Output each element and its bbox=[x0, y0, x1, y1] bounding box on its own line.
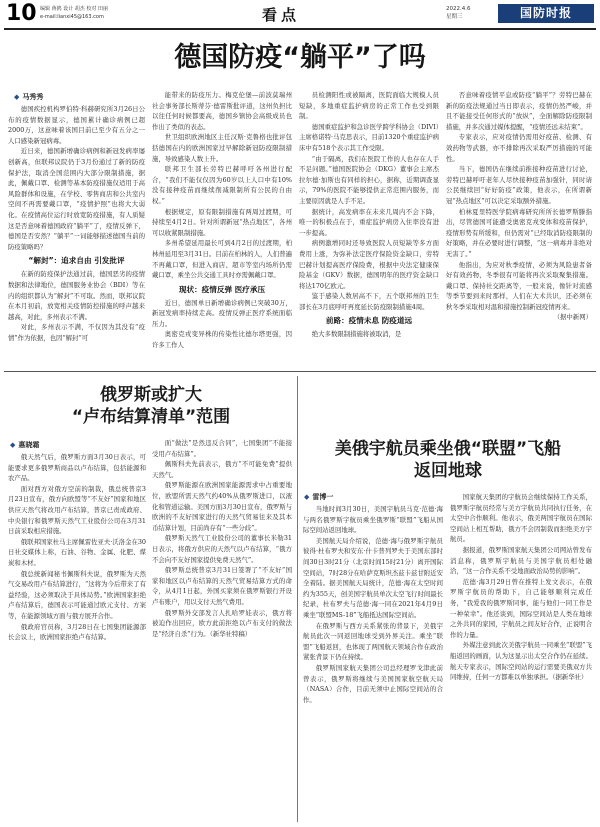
paragraph: 美国航天局介绍说，范德·海与俄罗斯宇航员彼得·杜布罗夫和安东·什卡普列罗夫于美国东部时间30日3时21分（北京时间15时21分）离开国际空间站，7时28分在哈萨克斯坦杰兹卡兹甘附近安全着陆。据美国航天局统计，范德·海在太空时间约为355天，创美国宇航员单次太空飞行时间最长纪录，杜布罗夫与范德·海一同在2021年4月9日乘坐“联盟MS-18”飞船抵达国际空间站。 bbox=[303, 536, 443, 619]
paragraph: 俄天然气后，俄罗斯方面3月30日表示，可能要求更多俄罗斯商品以卢布结算，包括能源和农产品。 bbox=[8, 453, 146, 483]
page-number: 10 bbox=[6, 1, 37, 26]
masthead-rule bbox=[4, 28, 596, 30]
paragraph: 病例激增同时还导致医院人员短缺等多方面费用上涨，为弥补法定医疗保险资金缺口，劳特巴赫计划提高医疗保险费，根据中央法定健康保险基金（GKV）数据，德国明年的医疗资金缺口将达170亿欧元。 bbox=[299, 239, 439, 290]
date-line: 2022.4.6 bbox=[446, 6, 471, 12]
article3-column-1 bbox=[303, 504, 443, 822]
paragraph: 俄罗斯天然气工业股份公司的董事长米勒31日表示，将俄方供应的天然气以卢布结算，“俄方不会向不友好国家提供免费天然气”。 bbox=[152, 534, 292, 564]
article1-subhead-2: 现状：疫情反弹 医疗承压 bbox=[178, 284, 266, 294]
article2-headline-line2: “卢布结算清单”范围 bbox=[71, 407, 231, 427]
paragraph: 奥密克戎变异株的传染性比德尔塔更强，因许多工作人 bbox=[152, 330, 292, 350]
article1-byline bbox=[14, 92, 43, 102]
paragraph: 在新的防疫保护法通过前，德国恶劣的疫情数据和法律地位，德国服务业协会（BDI）等在内的组织都认为“解封”不可取。然而，联邦议院在本月初前，放宽相关疫情防控措施的呼声越来越高，对此，多州表示不满。 bbox=[8, 270, 145, 321]
contact-email: e-mail:lianxi45@163.com bbox=[40, 14, 104, 20]
paragraph: 德国重症监护和急诊医学跨学科协会（DIVI）主席格诺特·马克思表示，目前1320个重症监护病床中有518个表示其工作受限。 bbox=[299, 122, 439, 152]
staff-credits bbox=[40, 5, 108, 21]
paragraph: 在俄罗斯与西方关系紧张的背景下，美俄宇航员此次一同返回地球受到外界关注。乘坐“联盟”飞船返回，也体现了两国航天领域合作在政治紧张背景下仍在持续。 bbox=[303, 621, 443, 662]
paragraph: 联邦卫生部长劳特巴赫呼吁各州进行配合，“我们不能仅仅因为60岁以上人口中有10%没有接种疫苗而继续削减限制所有公民的自由权。” bbox=[152, 165, 292, 205]
article2-column-2 bbox=[152, 438, 292, 822]
article1-subhead-1: “解封”：追求自由 引发批评 bbox=[28, 256, 125, 266]
paragraph: 他指出，为应对秋季疫情，必须为风险患者备好有效药物，冬季很有可能将再次采取聚集措施。戴口罩、保持社交距离等，一般来说，像针对流感等季节要到来时那样，人们在大术共识，还必须在秋冬季采取相对温和措施控制新冠疫情再来。 bbox=[446, 260, 592, 311]
article3-headline-line1: 美俄宇航员乘坐俄“联盟”飞船 bbox=[334, 439, 562, 459]
diamond-icon: ◆ bbox=[304, 493, 310, 501]
paragraph: 俄罗斯外交部发言人扎哈罗娃表示，俄方将被迫作出回应，欧方此前拒绝以卢布支付的做法是“经济自杀”行为。（新华社特稿） bbox=[152, 608, 292, 638]
article2-headline bbox=[8, 384, 294, 428]
article1-headline: 德国防疫“躺平”了吗 bbox=[174, 42, 426, 73]
paragraph: 根据规定，原有限制措施有两周过渡期，可持续至4月2日。针对所谓新冠“热点地区”，各州可以收紧限制措施。 bbox=[152, 207, 292, 237]
paragraph: 德国疾控机构罗伯特·科赫研究所3月26日公布的疫情数据显示，德国累计确诊病例已超2000万，这意味着该国目前已至少有五分之一人口感染新冠病毒。 bbox=[8, 105, 145, 145]
article2-headline-line1: 俄罗斯或扩大 bbox=[100, 385, 202, 405]
paragraph: 面对西方对俄方空前的制裁，俄总统普京3月23日宣布，俄方向欧盟等“不友好”国家和地区供应天然气将改用卢布结算，普京已责成政府、中央银行和俄罗斯天然气工业股份公司在3月31日前采取相应措施。 bbox=[8, 484, 146, 536]
masthead bbox=[0, 0, 600, 28]
paragraph: 面“做法”是然违反合同”，七国集团“不能接受用卢布结算”。 bbox=[152, 439, 292, 458]
paragraph: 专家表示，应对疫情仍需用好疫苗、检测、有效药物等武器，亦不排除再次采取严厉措施的可能性。 bbox=[446, 133, 592, 163]
paragraph: 俄罗斯国家航天集团公司总经理罗戈津此前曾表示，俄罗斯将继续与美国国家航空航天局（NASA）合作，目前无须中止国际空间站的合作。 bbox=[303, 663, 443, 704]
paragraph: 俄政府官员称，3月28日在七国集团能源部长会议上，欧洲国家拒绝卢布结算。 bbox=[8, 622, 146, 642]
paragraph: 世卫组织欧洲地区主任汉斯·克鲁格也批评包括德国在内的欧洲国家过早解除新冠防疫限制措施，导致感染人数上升。 bbox=[152, 133, 292, 163]
column-divider bbox=[297, 376, 298, 822]
article3-byline bbox=[304, 492, 333, 502]
article1-subhead-3: 前路：疫情未息 防疫道远 bbox=[325, 316, 413, 326]
article1-column-4 bbox=[446, 90, 592, 366]
section-divider bbox=[4, 371, 596, 372]
article3-headline bbox=[302, 438, 594, 482]
diamond-icon: ◆ bbox=[14, 93, 20, 101]
article2-column-1 bbox=[8, 452, 146, 822]
paragraph: 外媒注意到此次美俄宇航员一同乘坐“联盟”飞船返回的画面，认为这显示出太空合作仍在延续。航天专家表示，国际空间站的运行需要美俄双方共同维持，任何一方都难以单独承担。（据新华社） bbox=[450, 641, 592, 682]
article2-byline bbox=[10, 440, 39, 450]
article1-author: 马秀秀 bbox=[22, 93, 44, 101]
article1-column-3 bbox=[299, 90, 439, 366]
staff-line: 编辑 蒋鸥 设计 胡杰 校对 田丽 bbox=[40, 6, 108, 12]
issue-date bbox=[446, 5, 471, 21]
article1-column-2 bbox=[152, 90, 292, 366]
paragraph: 柏林夏里特医学院病毒研究所所长德罗斯滕指出，尽管德国可能遭受奥密克戎变体和疫苗保护，疫情形势有所缓和，但仍需对“已经取消防疫限制的好策略，并在必要时进行调整，“这一病毒并非绝对无害了。” bbox=[446, 207, 592, 258]
article1-column-1 bbox=[8, 104, 145, 366]
paragraph: 鉴于感染人数居高不下，五个联邦州的卫生部长在3月底呼吁再度延长防疫限制措施4周。 bbox=[299, 292, 439, 311]
paragraph: 国家航天集团的宇航员会继续保持工作关系，俄罗斯宇航员经常与美方宇航员共同执行任务，在太空中合作顺利。他表示，俄美两国宇航员在国际空间站上相互帮助，俄方不会因制裁而拒绝美方宇航员。 bbox=[450, 493, 592, 544]
paragraph: 当地时间3月30日，美国宇航员马克·范德·海与两名俄罗斯宇航员乘坐俄罗斯“联盟”飞船从国际空间站返回地球。 bbox=[303, 505, 443, 535]
article3-column-2 bbox=[450, 492, 592, 822]
paragraph: 佩斯科夫先前表示，俄方“不可能免费”提供天然气。 bbox=[152, 460, 292, 479]
paragraph: 绝大多数限制措施将被取消，是 bbox=[311, 330, 402, 339]
article3-author: 雷博一 bbox=[312, 493, 334, 501]
paragraph: 近日，德国单日新增确诊病例已突破30万，新冠发病率持续走高。疫情反弹正医疗系统面临压力。 bbox=[152, 298, 292, 328]
paragraph: “由于隔离，我们在医院工作的人也存在人手不足问题。”德国医院协会（DKG）董事会主席杰拉尔德·加斯也有同样的担心，据称，近期调查显示，79%的医院不能够提供正常范围内服务，而主要原因就是人手不足。 bbox=[299, 154, 439, 205]
paragraph: 俄总统新闻秘书佩斯科夫说，俄罗斯为天然气交易改用卢布结算进行，“这将为今后带来了有益经验，这必须取决于具体局势。”欧洲国家拒绝卢布结算后，德国表示可能通过欧元支付、方案等，在能源领域方面与俄方展开合作。 bbox=[8, 569, 146, 620]
paragraph: 据统计，高发病率在未来几周内不会下降，唯一的积极点在于，重症监护病房入住率没有进一步提高。 bbox=[299, 207, 439, 237]
article2-author: 惠晓霜 bbox=[18, 441, 40, 449]
paragraph: 多州希望延用最长可到4月2日的过渡期，柏林州延用至3月31日。目前在柏林的人，人们普遍不再戴口罩，但进入商店、超市等室内场所仍需戴口罩，乘坐公共交通工具时亦需佩戴口罩。 bbox=[152, 239, 292, 280]
paragraph: 俄罗斯能源在欧洲国家能源需求中占重要地位，欧盟所需天然气约40%从俄罗斯进口，以液化和管道运输。美国方面3月30日宣布，俄罗斯与欧洲的不友好国家进行的天然气贸易往来及其本币结算计划，目前尚存有“一些分歧”。 bbox=[152, 481, 292, 532]
article1-credit: （据中新网） bbox=[553, 313, 592, 322]
section-title: 看点 bbox=[262, 6, 301, 24]
paragraph: 能带来的防疫压力。梅克伦堡—前波莫瑞州社会事务部长斯蒂芬·德雷斯批评道，这州负担比以往任何时候都要高，德国乡镇协会高级成员也作出了类似的表态。 bbox=[152, 91, 292, 131]
paragraph: 对此，多州表示不满，不仅因为其没有“疫情”作为依据，也因“解封”可 bbox=[8, 323, 145, 342]
paragraph: 俄联邦国家杜马主席佩雷佐亚夫·沃洛金在30日社交媒体上称，石油、谷物、金属、化肥、煤炭和木材。 bbox=[8, 537, 146, 567]
paragraph: 员检测阳性或被隔离，医院面临大规模人员短缺，多地重症监护病房的正常工作也受到限制。 bbox=[299, 91, 439, 121]
weekday: 星期三 bbox=[446, 14, 463, 20]
paragraph: 当下，德国仍在继续前推接种疫苗进行讨论，劳特巴赫呼吁老年人尽快接种疫苗加强针，同时请公民继续回“好好防疫”政策，他表示，在所谓新冠“热点地区”可以决定采取额外措施。 bbox=[446, 165, 592, 205]
paragraph: 俄罗斯总统普京3月31日签署了“不友好”国家和地区以卢布结算的天然气贸易结算方式的命令，从4月1日起，外国买家须在俄罗斯银行开设卢布账户，用以支付天然气费用。 bbox=[152, 566, 292, 606]
diamond-icon: ◆ bbox=[10, 441, 16, 449]
paragraph: 范德·海3月29日曾在推特上发文表示，在俄罗斯宇航员的帮助下，自己能够顺利完成任务，“我爱我的俄罗斯同事，能与他们一同工作是一种荣幸”。他还谈到，国际空间站是人类在地球之外共同的家园，宇航员之间友好合作，正说明合作的力量。 bbox=[450, 577, 592, 639]
paragraph: 否意味着疫情平息或防疫“躺平”？劳特巴赫在新的防疫法规通过当日即表示，疫情仍然严峻，并且不能接受任何形式的“放纵”，全面解除防疫限制措施，并多次通过媒体提醒，“疫情还远未结束”。 bbox=[446, 91, 592, 131]
paragraph: 近日来，德国新增确诊病例和新冠发病率屡创新高，但联邦议院仍于3月份通过了新的防疫保护法，取消全国范围内大部分限制措施，据此，佩戴口罩、检测等基本防疫措施仅适用于高风险群体和设施，在学校、零售商店和公共室内空间不再需要戴口罩，“疫情护照”也将大大弱化。在疫情高位运行时放宽防疫措施，有人质疑这是否意味着德国政府“躺平”了，疫情反弹下，德国是否安然？“躺平”一词能够描述德国当前的防疫策略吗？ bbox=[8, 147, 145, 251]
article3-headline-line2: 返回地球 bbox=[414, 461, 482, 481]
paragraph: 据报道，俄罗斯国家航天集团公司网站曾发布消息称，俄罗斯宇航员与美国宇航员相处融洽，“这一合作关系不受地面政治局势的影响”。 bbox=[450, 545, 592, 576]
paper-logo: 国防时报 bbox=[498, 4, 594, 23]
